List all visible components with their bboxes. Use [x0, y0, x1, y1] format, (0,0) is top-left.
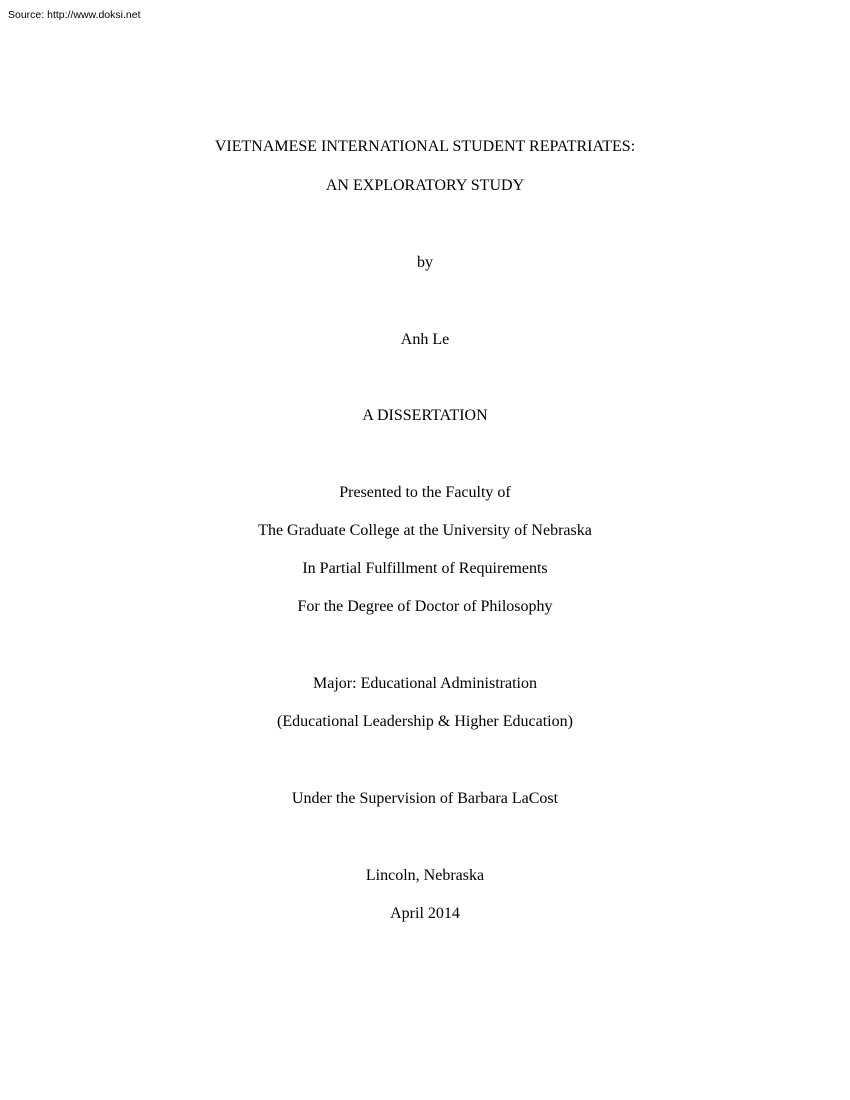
presented-line-1: Presented to the Faculty of	[339, 484, 511, 501]
document-type: A DISSERTATION	[362, 407, 488, 424]
title-line-2: AN EXPLORATORY STUDY	[325, 177, 525, 194]
presented-line-2: The Graduate College at the University of Nebraska	[258, 522, 592, 539]
major-line-1: Major: Educational Administration	[313, 675, 537, 692]
title-line-1: VIETNAMESE INTERNATIONAL STUDENT REPATRIATES:	[214, 138, 636, 155]
location-text: Lincoln, Nebraska	[365, 867, 485, 884]
presented-line-4: For the Degree of Doctor of Philosophy	[297, 598, 553, 615]
supervision-text: Under the Supervision of Barbara LaCost	[291, 790, 559, 807]
author-name: Anh Le	[400, 331, 450, 348]
presented-line-3: In Partial Fulfillment of Requirements	[302, 560, 548, 577]
by-text: by	[417, 254, 433, 271]
source-url: Source: http://www.doksi.net	[8, 9, 141, 21]
date-text: April 2014	[390, 905, 460, 922]
major-line-2: (Educational Leadership & Higher Education)	[277, 713, 573, 730]
